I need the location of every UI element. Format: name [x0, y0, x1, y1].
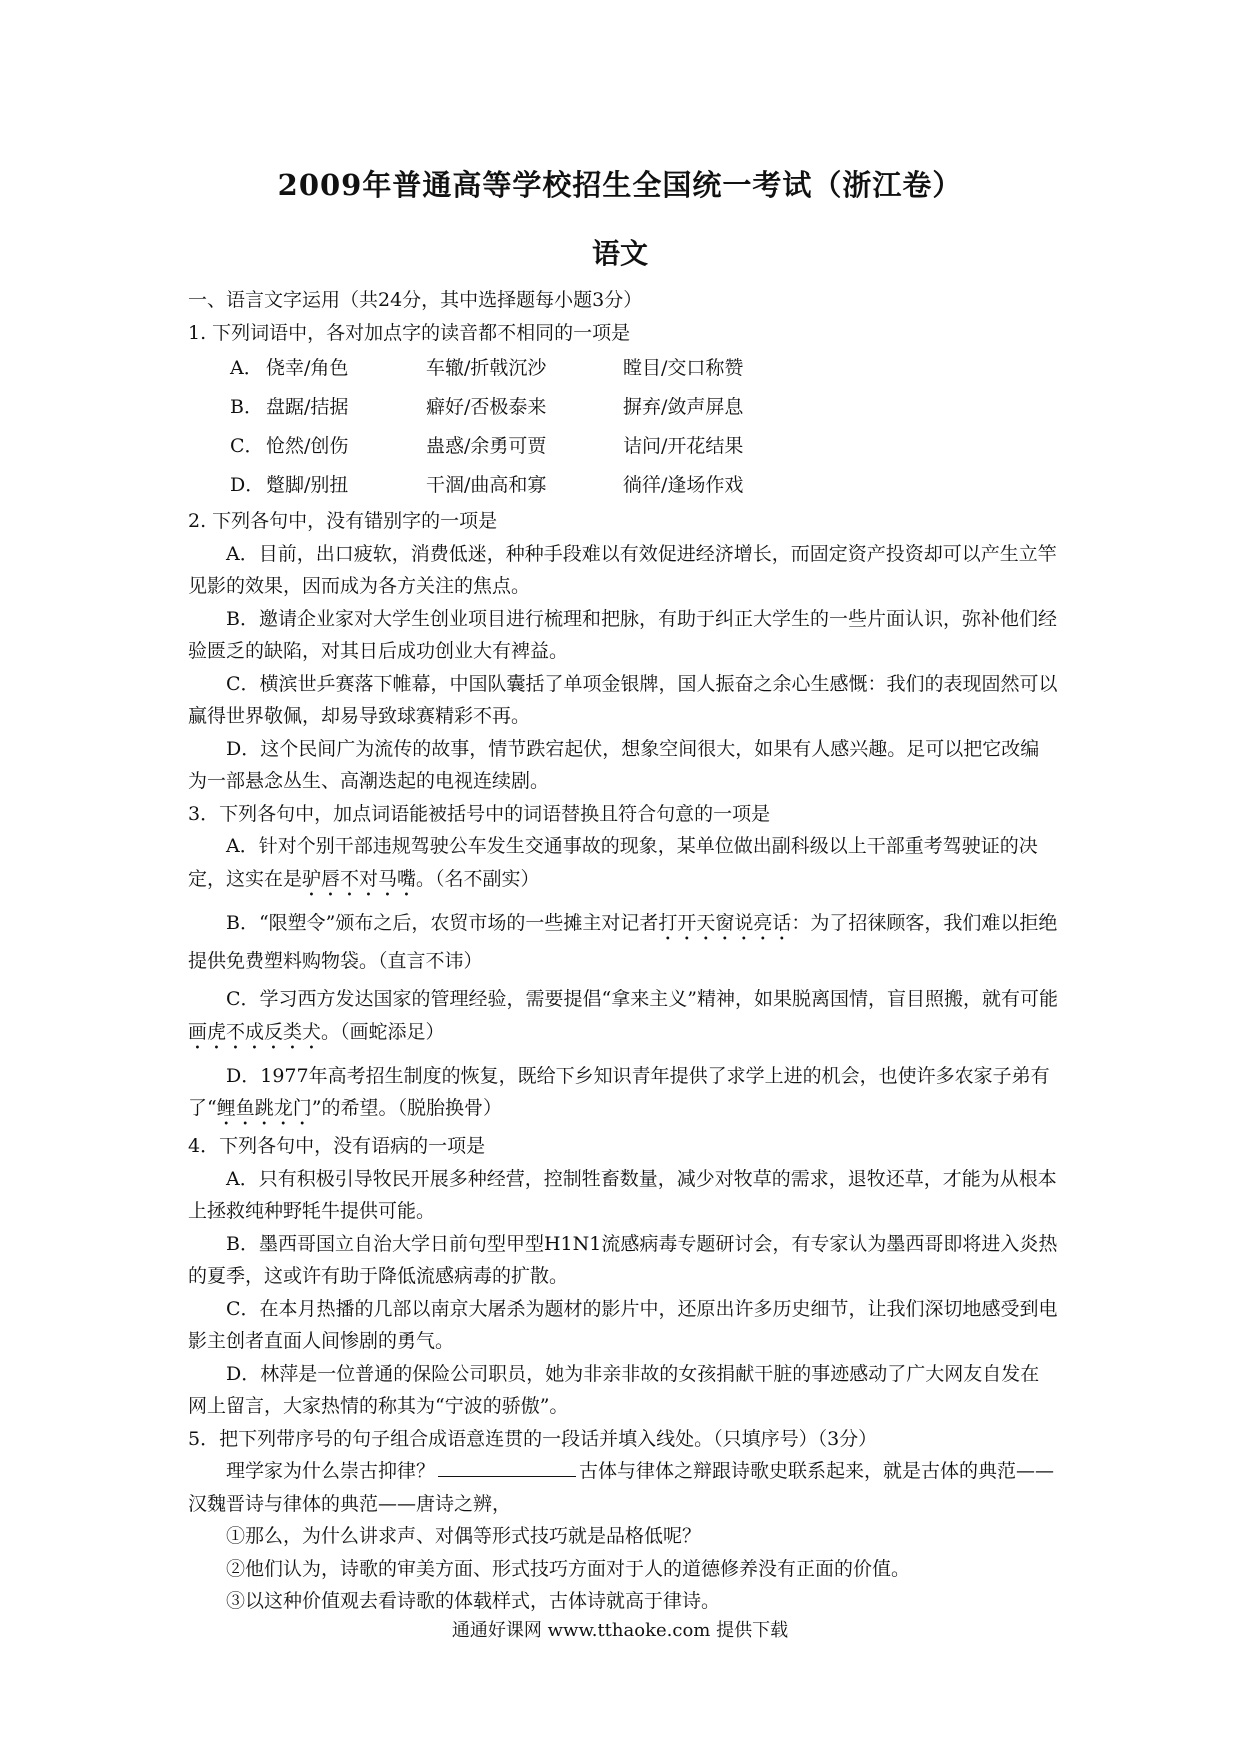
option-label: C．	[230, 435, 264, 457]
dotted-phrase: 鲤鱼跳龙门	[216, 1097, 312, 1119]
q3-option-d	[188, 1060, 1058, 1131]
exam-content	[188, 284, 1058, 1618]
option-text: A．针对个别干部违规驾驶公车发生交通事故的现象，某单位做出副科级以上干部重考驾驶证的决定，这实在是	[188, 835, 1038, 890]
q2-option-b: B．邀请企业家对大学生创业项目进行梳理和把脉，有助于纠正大学生的一些片面认识，弥补他们经验匮乏的缺陷，对其日后成功创业大有裨益。	[188, 607, 1057, 662]
passage-text: 理学家为什么崇古抑律？	[226, 1460, 436, 1482]
q1-option-c	[188, 427, 1058, 466]
q3-option-a	[188, 830, 1058, 901]
q3-option-b	[188, 907, 1058, 978]
question-5-stem: 5．把下列带序号的句子组合成语意连贯的一段话并填入线处。（只填序号）（3分）	[188, 1427, 878, 1450]
option-text: ：为了招徕顾客，我们难以拒绝提供免费塑料购物袋。（直言不讳）	[188, 911, 1058, 972]
option-text: 。（画蛇添足）	[321, 1020, 445, 1043]
option-word: 瞠目/交口称赞	[623, 357, 744, 379]
option-label: D．	[230, 474, 265, 496]
option-text: 。（名不副实）	[416, 867, 540, 890]
q1-option-d	[188, 466, 1058, 505]
exam-title: 2009年普通高等学校招生全国统一考试（浙江卷）	[277, 168, 963, 202]
q2-option-c: C．横滨世乒赛落下帷幕，中国队囊括了单项金银牌，国人振奋之余心生感慨：我们的表现固然可以赢得世界敬佩，却易导致球赛精彩不再。	[188, 672, 1058, 727]
dotted-phrase: 驴唇不对马嘴	[302, 867, 417, 890]
section-heading: 一、语言文字运用（共24分，其中选择题每小题3分）	[188, 289, 643, 311]
question-4-stem: 4．下列各句中，没有语病的一项是	[188, 1135, 486, 1157]
option-word: 诘问/开花结果	[623, 435, 744, 457]
option-word: 盘踞/拮据	[266, 396, 349, 418]
option-word: 癖好/否极泰来	[426, 396, 547, 418]
option-word: 车辙/折戟沉沙	[426, 357, 547, 379]
q4-option-a: A．只有积极引导牧民开展多种经营，控制牲畜数量，减少对牧草的需求，退牧还草，才能为从根本上拯救纯种野牦牛提供可能。	[188, 1167, 1057, 1222]
option-word: 蛊惑/余勇可贾	[426, 435, 547, 457]
option-word: 徜徉/逢场作戏	[623, 474, 744, 496]
question-2-stem: 2. 下列各句中，没有错别字的一项是	[188, 510, 498, 532]
option-word: 摒弃/敛声屏息	[623, 396, 744, 418]
option-label: B．	[230, 396, 263, 418]
passage-text: 古体与律体之辩跟诗歌史联系起来，就是古体的典范——汉魏晋诗与律体的典范——唐诗之辨，	[188, 1460, 1055, 1515]
q2-option-d: D．这个民间广为流传的故事，情节跌宕起伏，想象空间很大，如果有人感兴趣。足可以把它改编为一部悬念丛生、高潮迭起的电视连续剧。	[188, 737, 1040, 792]
q2-option-a: A．目前，出口疲软，消费低迷，种种手段难以有效促进经济增长，而固定资产投资却可以产生立竿见影的效果，因而成为各方关注的焦点。	[188, 542, 1057, 597]
dotted-phrase: 画虎不成反类犬	[188, 1020, 322, 1043]
q4-option-d: D．林萍是一位普通的保险公司职员，她为非亲非故的女孩捐献干脏的事迹感动了广大网友自发在网上留言，大家热情的称其为“宁波的骄傲”。	[188, 1362, 1040, 1417]
option-text: ”的希望。（脱胎换骨）	[311, 1097, 502, 1119]
question-1-stem: 1. 下列词语中，各对加点字的读音都不相同的一项是	[188, 321, 631, 344]
option-text: C．学习西方发达国家的管理经验，需要提倡“拿来主义”精神，如果脱离国情，盲目照搬，就有可能	[226, 988, 1058, 1010]
q5-sentence-1: ①那么，为什么讲求声、对偶等形式技巧就是品格低呢？	[226, 1525, 702, 1547]
option-word: 蹩脚/别扭	[266, 474, 349, 496]
option-word: 干涸/曲高和寡	[426, 474, 547, 496]
q5-passage	[188, 1455, 1058, 1520]
q4-option-b: B．墨西哥国立自治大学日前句型甲型H1N1流感病毒专题研讨会，有专家认为墨西哥即将进入炎热的夏季，这或许有助于降低流感病毒的扩散。	[188, 1232, 1058, 1287]
answer-blank	[438, 1458, 576, 1477]
subject-title: 语文	[591, 237, 648, 270]
option-word: 侥幸/角色	[266, 357, 349, 379]
option-text: D．1977年高考招生制度的恢复，既给下乡知识青年提供了求学上进的机会，也使许多农家子弟有了“	[188, 1064, 1050, 1119]
question-3-stem: 3．下列各句中，加点词语能被括号中的词语替换且符合句意的一项是	[188, 802, 771, 825]
q1-option-a	[188, 349, 1058, 388]
page-footer: 通通好课网 www.tthaoke.com 提供下载	[451, 1620, 789, 1641]
q3-option-c	[188, 983, 1058, 1054]
q1-option-b	[188, 388, 1058, 427]
q5-sentence-3: ③以这种价值观去看诗歌的体载样式，古体诗就高于律诗。	[226, 1590, 721, 1612]
option-label: A．	[230, 357, 263, 379]
q5-sentence-2: ②他们认为，诗歌的审美方面、形式技巧方面对于人的道德修养没有正面的价值。	[226, 1557, 911, 1580]
option-word: 怆然/创伤	[266, 435, 349, 457]
dotted-phrase: 打开天窗说亮话	[658, 911, 792, 934]
option-text: B．“限塑令”颁布之后，农贸市场的一些摊主对记者	[226, 911, 659, 934]
q4-option-c: C．在本月热播的几部以南京大屠杀为题材的影片中，还原出许多历史细节，让我们深切地感受到电影主创者直面人间惨剧的勇气。	[188, 1297, 1058, 1352]
